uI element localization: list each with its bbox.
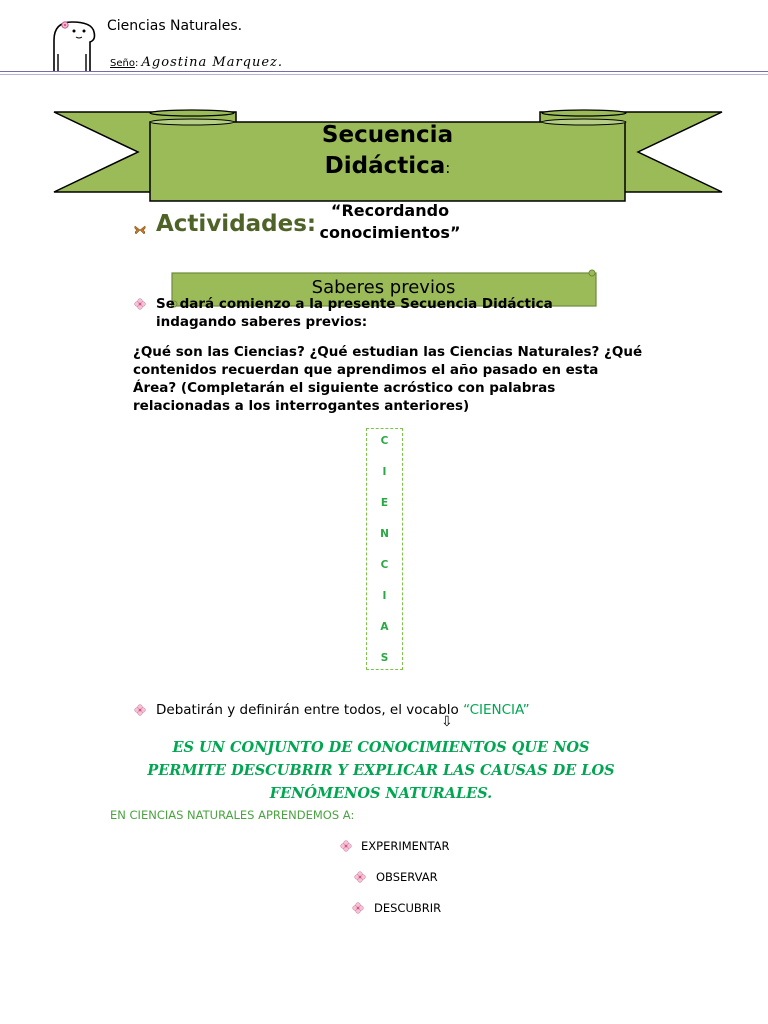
learn-list-item: DESCUBRIR <box>374 901 442 915</box>
learn-intro: EN CIENCIAS NATURALES APRENDEMOS A: <box>110 808 355 822</box>
teacher-name: Agostina Marquez. <box>141 55 284 70</box>
banner-title <box>150 120 625 184</box>
acrostic-letter: I <box>382 466 387 478</box>
acrostic-letter: N <box>380 528 389 540</box>
flower-bullet-icon <box>134 298 146 310</box>
debate-text: Debatirán y definirán entre todos, el vocablo <box>156 702 464 718</box>
debate-line <box>156 702 530 718</box>
acrostic-letter: A <box>380 621 389 633</box>
saberes-previos-label: Saberes previos <box>311 277 456 298</box>
header-rule-secondary <box>0 74 768 75</box>
banner-title-line1: Secuencia <box>321 122 454 148</box>
banner-title-colon: : <box>445 159 451 177</box>
learn-list-item: EXPERIMENTAR <box>361 839 450 853</box>
acrostic-letter: E <box>380 497 389 509</box>
down-arrow-icon: ⇩ <box>441 714 453 730</box>
acrostic-box <box>366 428 403 670</box>
teacher-label: Seño <box>110 58 135 69</box>
header-rule <box>0 71 768 72</box>
acrostic-letter: I <box>382 590 387 602</box>
banner-title-line2-wrap <box>150 151 625 184</box>
debate-highlight: “CIENCIA” <box>463 702 530 718</box>
butterfly-icon <box>134 225 146 235</box>
activities-label: Actividades: <box>156 211 317 237</box>
flower-bullet-icon <box>340 840 352 852</box>
science-definition: ES UN CONJUNTO DE CONOCIMIENTOS QUE NOS PERMITE DESCUBRIR Y EXPLICAR LAS CAUSAS DE LOS FENÓMENOS NATURALES. <box>147 739 615 802</box>
intro-paragraph: Se dará comienzo a la presente Secuencia Didáctica indagando saberes previos: <box>156 296 553 330</box>
questions-paragraph: ¿Qué son las Ciencias? ¿Qué estudian las Ciencias Naturales? ¿Qué contenidos recuerdan que aprendimos el año pasado en esta Área? (Completarán el siguiente acróstico con palabras relacionadas a los interrogantes anteriores) <box>133 344 643 414</box>
activities-subtitle-line1: “Recordando <box>330 201 450 220</box>
mascot-icon <box>48 18 100 72</box>
activities-subtitle-line2: conocimientos” <box>319 223 461 242</box>
acrostic-letter: C <box>380 559 389 571</box>
header-title: Ciencias Naturales. <box>107 18 243 34</box>
activities-subtitle <box>300 200 480 244</box>
flower-bullet-icon <box>352 902 364 914</box>
flower-bullet-icon <box>134 704 146 716</box>
acrostic-letter: C <box>380 435 389 447</box>
teacher-line: Seño: Agostina Marquez. <box>110 55 284 70</box>
learn-list-item: OBSERVAR <box>376 870 438 884</box>
flower-bullet-icon <box>354 871 366 883</box>
acrostic-letter: S <box>380 652 389 664</box>
banner-title-line2: Didáctica <box>324 153 446 179</box>
